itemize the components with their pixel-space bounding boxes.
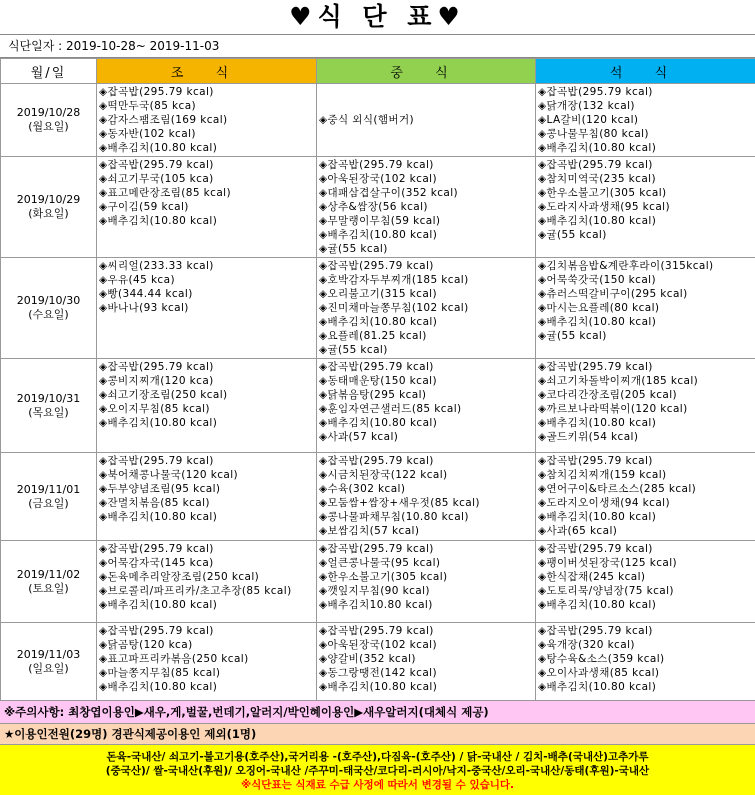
menu-item: ◈잡곡밥(295.79 kcal) bbox=[99, 542, 314, 556]
menu-item: ◈한우소불고기(305 kcal) bbox=[319, 570, 533, 584]
menu-item: ◈배추김치(10.80 kcal) bbox=[319, 416, 533, 430]
menu-item: ◈까르보나라떡볶이(120 kcal) bbox=[538, 402, 753, 416]
menu-item: ◈배추김치(10.80 kcal) bbox=[99, 141, 314, 155]
menu-period: 식단일자 : 2019-10-28~ 2019-11-03 bbox=[0, 34, 755, 58]
menu-item: ◈팽이버섯된장국(125 kcal) bbox=[538, 556, 753, 570]
weekday-label: (일요일) bbox=[2, 662, 95, 676]
day-row bbox=[1, 157, 755, 258]
origin-line-2: (중국산)/ 쌀-국내산(후원)/ 오징어-국내산 /주꾸미-태국산/코다리-러시아/낙지-중국산/오리-국내산/동태(후원)-국내산 bbox=[2, 764, 753, 778]
menu-item: ◈감자스팸조림(169 kcal) bbox=[99, 113, 314, 127]
menu-item: ◈잡곡밥(295.79 kcal) bbox=[319, 158, 533, 172]
menu-item: ◈콩비지찌개(120 kca) bbox=[99, 374, 314, 388]
menu-item: ◈잡곡밥(295.79 kcal) bbox=[99, 85, 314, 99]
menu-item: ◈한식잡채(245 kcal) bbox=[538, 570, 753, 584]
menu-item: ◈귤(55 kcal) bbox=[538, 329, 753, 343]
breakfast-cell bbox=[97, 359, 317, 453]
menu-item: ◈잡곡밥(295.79 kcal) bbox=[538, 360, 753, 374]
date-label: 2019/11/03 bbox=[2, 648, 95, 662]
dinner-cell bbox=[536, 157, 755, 258]
date-label: 2019/10/30 bbox=[2, 294, 95, 308]
menu-item: ◈마늘쫑지무침(85 kcal) bbox=[99, 666, 314, 680]
menu-item: ◈도라지오이생채(94 kcal) bbox=[538, 496, 753, 510]
menu-item: ◈진미채마늘쫑무침(102 kcal) bbox=[319, 301, 533, 315]
header-breakfast: 조 식 bbox=[97, 59, 317, 84]
menu-item: ◈김치볶음밥&계란후라이(315kcal) bbox=[538, 259, 753, 273]
lunch-cell bbox=[317, 359, 536, 453]
menu-item: ◈두부양념조림(95 kcal) bbox=[99, 482, 314, 496]
menu-item: ◈잡곡밥(295.79 kcal) bbox=[99, 158, 314, 172]
menu-item: ◈구이김(59 kcal) bbox=[99, 200, 314, 214]
breakfast-cell bbox=[97, 623, 317, 701]
weekday-label: (월요일) bbox=[2, 120, 95, 134]
header-day: 월/일 bbox=[1, 59, 97, 84]
menu-item: ◈아욱된장국(102 kcal) bbox=[319, 638, 533, 652]
menu-item: ◈바나나(93 kcal) bbox=[99, 301, 314, 315]
lunch-cell bbox=[317, 157, 536, 258]
menu-item: ◈쇠고기무국(105 kca) bbox=[99, 172, 314, 186]
menu-item: ◈배추김치(10.80 kcal) bbox=[538, 315, 753, 329]
menu-item: ◈중식 외식(햄버거) bbox=[319, 113, 533, 127]
breakfast-cell bbox=[97, 541, 317, 623]
menu-item: ◈탕수육&소스(359 kcal) bbox=[538, 652, 753, 666]
day-row bbox=[1, 84, 755, 157]
menu-item: ◈잡곡밥(295.79 kcal) bbox=[319, 624, 533, 638]
menu-item: ◈콩나물파채무침(10.80 kcal) bbox=[319, 510, 533, 524]
menu-item: ◈잡곡밥(295.79 kcal) bbox=[99, 360, 314, 374]
menu-item: ◈잡곡밥(295.79 kcal) bbox=[99, 454, 314, 468]
date-label: 2019/11/02 bbox=[2, 568, 95, 582]
weekday-label: (목요일) bbox=[2, 406, 95, 420]
menu-item: ◈코다리간장조림(205 kcal) bbox=[538, 388, 753, 402]
menu-item: ◈도라지사과생채(95 kcal) bbox=[538, 200, 753, 214]
breakfast-cell bbox=[97, 453, 317, 541]
day-row bbox=[1, 359, 755, 453]
change-warning: ※식단표는 식재료 수급 사정에 따라서 변경될 수 있습니다. bbox=[2, 778, 753, 792]
menu-item: ◈잡곡밥(295.79 kcal) bbox=[538, 158, 753, 172]
dinner-cell bbox=[536, 623, 755, 701]
menu-item: ◈어묵쑥갓국(150 kcal) bbox=[538, 273, 753, 287]
menu-item: ◈배추김치(10.80 kcal) bbox=[319, 680, 533, 694]
lunch-cell bbox=[317, 453, 536, 541]
menu-item: ◈무말랭이무침(59 kcal) bbox=[319, 214, 533, 228]
menu-item: ◈북어채콩나물국(120 kcal) bbox=[99, 468, 314, 482]
menu-item: ◈돈육메추리알장조림(250 kcal) bbox=[99, 570, 314, 584]
lunch-cell bbox=[317, 541, 536, 623]
day-row bbox=[1, 541, 755, 623]
day-cell bbox=[1, 453, 97, 541]
menu-item: ◈닭개장(132 kcal) bbox=[538, 99, 753, 113]
menu-item: ◈육개장(320 kcal) bbox=[538, 638, 753, 652]
menu-item: ◈잡곡밥(295.79 kcal) bbox=[538, 624, 753, 638]
date-label: 2019/10/29 bbox=[2, 193, 95, 207]
menu-item: ◈배추김치(10.80 kcal) bbox=[319, 228, 533, 242]
menu-item: ◈잡곡밥(295.79 kcal) bbox=[319, 542, 533, 556]
breakfast-cell bbox=[97, 258, 317, 359]
meal-table bbox=[0, 58, 755, 701]
menu-item: ◈LA갈비(120 kcal) bbox=[538, 113, 753, 127]
menu-item: ◈표고메란장조림(85 kcal) bbox=[99, 186, 314, 200]
menu-item: ◈귤(55 kcal) bbox=[319, 343, 533, 357]
page-title: ♥식 단 표♥ bbox=[0, 0, 755, 34]
menu-item: ◈모둠쌈+쌈장+새우젓(85 kcal) bbox=[319, 496, 533, 510]
menu-item: ◈참치미역국(235 kcal) bbox=[538, 172, 753, 186]
dinner-cell bbox=[536, 359, 755, 453]
menu-item: ◈잡곡밥(295.79 kcal) bbox=[538, 542, 753, 556]
menu-item: ◈츄러스떡갈비구이(295 kcal) bbox=[538, 287, 753, 301]
menu-item: ◈배추김치(10.80 kcal) bbox=[538, 141, 753, 155]
menu-item: ◈빵(344.44 kcal) bbox=[99, 287, 314, 301]
lunch-cell bbox=[317, 623, 536, 701]
menu-item: ◈표고파프리카볶음(250 kcal) bbox=[99, 652, 314, 666]
lunch-cell bbox=[317, 84, 536, 157]
menu-item: ◈씨리얼(233.33 kcal) bbox=[99, 259, 314, 273]
menu-item: ◈잡곡밥(295.79 kcal) bbox=[99, 624, 314, 638]
weekday-label: (수요일) bbox=[2, 308, 95, 322]
menu-item: ◈닭볶음탕(295 kcal) bbox=[319, 388, 533, 402]
menu-item: ◈도토리묵/양념장(75 kcal) bbox=[538, 584, 753, 598]
date-label: 2019/10/28 bbox=[2, 106, 95, 120]
menu-item: ◈동그랑땡전(142 kcal) bbox=[319, 666, 533, 680]
menu-item: ◈잡곡밥(295.79 kcal) bbox=[319, 360, 533, 374]
menu-item: ◈호박감자두부찌개(185 kcal) bbox=[319, 273, 533, 287]
menu-item: ◈귤(55 kcal) bbox=[319, 242, 533, 256]
menu-item: ◈쇠고기장조림(250 kcal) bbox=[99, 388, 314, 402]
menu-item: ◈콩나물무침(80 kcal) bbox=[538, 127, 753, 141]
day-row bbox=[1, 623, 755, 701]
menu-item: ◈참치김치찌개(159 kcal) bbox=[538, 468, 753, 482]
date-label: 2019/11/01 bbox=[2, 483, 95, 497]
menu-item: ◈잡곡밥(295.79 kcal) bbox=[538, 85, 753, 99]
menu-item: ◈배추김치(10.80 kcal) bbox=[538, 510, 753, 524]
day-cell bbox=[1, 541, 97, 623]
menu-item: ◈골드키위(54 kcal) bbox=[538, 430, 753, 444]
menu-item: ◈오리불고기(315 kcal) bbox=[319, 287, 533, 301]
menu-item: ◈오이지무침(85 kcal) bbox=[99, 402, 314, 416]
menu-item: ◈동태매운탕(150 kcal) bbox=[319, 374, 533, 388]
menu-item: ◈잡곡밥(295.79 kcal) bbox=[538, 454, 753, 468]
notice-bar: ※주의사항: 최창엽이용인▶새우,게,벌꿀,번데기,알러지/박인혜이용인▶새우알러지(대체식 제공) bbox=[0, 701, 755, 724]
menu-item: ◈잡곡밥(295.79 kcal) bbox=[319, 259, 533, 273]
user-count-bar: ★이용인전원(29명) 경관식제공이용인 제외(1명) bbox=[0, 724, 755, 745]
menu-item: ◈수육(302 kcal) bbox=[319, 482, 533, 496]
menu-item: ◈사과(57 kcal) bbox=[319, 430, 533, 444]
menu-item: ◈배추김치(10.80 kcal) bbox=[319, 315, 533, 329]
origin-line-1: 돈육-국내산/ 쇠고기-불고기용(호주산),국거리용 -(호주산),다짐육-(호주산) / 닭-국내산 / 김치-배추(국내산)고추가루 bbox=[2, 750, 753, 764]
dinner-cell bbox=[536, 258, 755, 359]
menu-item: ◈우유(45 kca) bbox=[99, 273, 314, 287]
menu-item: ◈배추김치(10.80 kcal) bbox=[99, 510, 314, 524]
breakfast-cell bbox=[97, 84, 317, 157]
menu-item: ◈쇠고기차돌박이찌개(185 kcal) bbox=[538, 374, 753, 388]
menu-item: ◈마시는요플레(80 kcal) bbox=[538, 301, 753, 315]
menu-item: ◈시금치된장국(122 kcal) bbox=[319, 468, 533, 482]
day-cell bbox=[1, 359, 97, 453]
header-dinner: 석 식 bbox=[536, 59, 755, 84]
menu-item: ◈브로콜리/파프리카/초고추장(85 kcal) bbox=[99, 584, 314, 598]
table-header-row bbox=[1, 59, 755, 84]
day-row bbox=[1, 453, 755, 541]
menu-item: ◈동자반(102 kcal) bbox=[99, 127, 314, 141]
dinner-cell bbox=[536, 541, 755, 623]
menu-item: ◈양갈비(352 kcal) bbox=[319, 652, 533, 666]
menu-item: ◈훈임자연근샐러드(85 kcal) bbox=[319, 402, 533, 416]
menu-item: ◈배추김치(10.80 kcal) bbox=[538, 680, 753, 694]
menu-item: ◈보쌈김치(57 kcal) bbox=[319, 524, 533, 538]
day-row bbox=[1, 258, 755, 359]
origin-info bbox=[0, 745, 755, 795]
menu-item: ◈귤(55 kcal) bbox=[538, 228, 753, 242]
header-lunch: 중 식 bbox=[317, 59, 536, 84]
menu-item: ◈연어구이&타르소스(285 kcal) bbox=[538, 482, 753, 496]
menu-item: ◈요플레(81.25 kcal) bbox=[319, 329, 533, 343]
menu-item: ◈배추김치(10.80 kcal) bbox=[538, 416, 753, 430]
weekday-label: (금요일) bbox=[2, 497, 95, 511]
day-cell bbox=[1, 84, 97, 157]
menu-item: ◈얼큰콩나물국(95 kcal) bbox=[319, 556, 533, 570]
menu-item: ◈깻잎지무침(90 kcal) bbox=[319, 584, 533, 598]
menu-item: ◈사과(65 kcal) bbox=[538, 524, 753, 538]
menu-item: ◈잡곡밥(295.79 kcal) bbox=[319, 454, 533, 468]
date-label: 2019/10/31 bbox=[2, 392, 95, 406]
menu-item: ◈배추김치(10.80 kcal) bbox=[99, 680, 314, 694]
dinner-cell bbox=[536, 84, 755, 157]
menu-item: ◈대패삼겹살구이(352 kcal) bbox=[319, 186, 533, 200]
menu-item: ◈아욱된장국(102 kcal) bbox=[319, 172, 533, 186]
menu-item: ◈잔멸치볶음(85 kcal) bbox=[99, 496, 314, 510]
day-cell bbox=[1, 258, 97, 359]
menu-item: ◈한우소불고기(305 kcal) bbox=[538, 186, 753, 200]
dinner-cell bbox=[536, 453, 755, 541]
menu-item: ◈오이사과생채(85 kcal) bbox=[538, 666, 753, 680]
day-cell bbox=[1, 157, 97, 258]
menu-item: ◈배추김치(10.80 kcal) bbox=[99, 598, 314, 612]
menu-item: ◈배추김치(10.80 kcal) bbox=[538, 214, 753, 228]
menu-item: ◈어묵감자국(145 kca) bbox=[99, 556, 314, 570]
weekday-label: (화요일) bbox=[2, 207, 95, 221]
menu-item: ◈떡만두국(85 kca) bbox=[99, 99, 314, 113]
day-cell bbox=[1, 623, 97, 701]
menu-item: ◈닭곰탕(120 kca) bbox=[99, 638, 314, 652]
menu-item: ◈배추김치(10.80 kcal) bbox=[538, 598, 753, 612]
lunch-cell bbox=[317, 258, 536, 359]
breakfast-cell bbox=[97, 157, 317, 258]
weekday-label: (토요일) bbox=[2, 582, 95, 596]
menu-item: ◈배추김치(10.80 kcal) bbox=[99, 214, 314, 228]
menu-item: ◈배추김치10.80 kcal) bbox=[319, 598, 533, 612]
menu-item: ◈배추김치(10.80 kcal) bbox=[99, 416, 314, 430]
menu-item: ◈상추&쌈장(56 kcal) bbox=[319, 200, 533, 214]
